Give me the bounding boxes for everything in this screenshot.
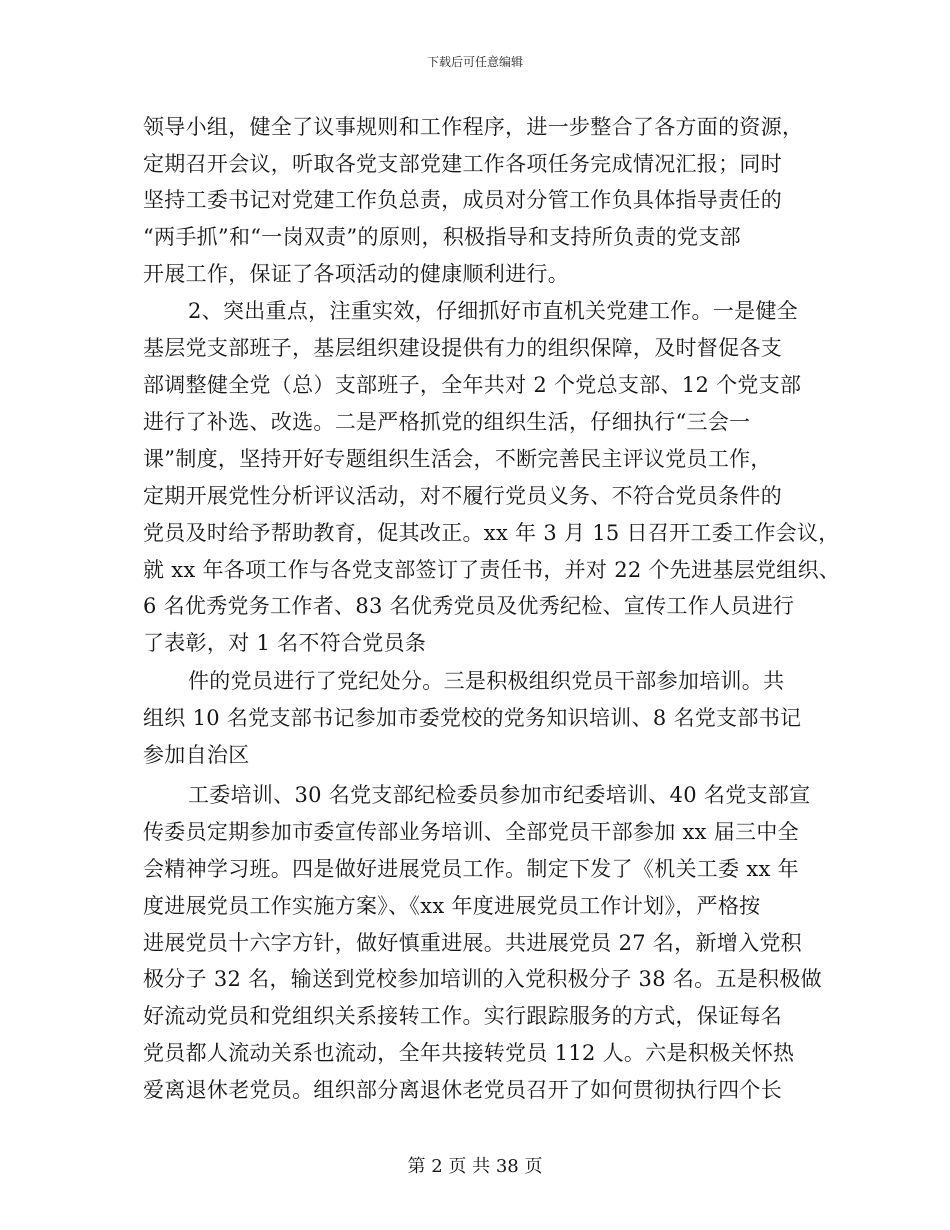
text-line: 极分子 32 名，输送到党校参加培训的入党积极分子 38 名。五是积极做 [143, 967, 822, 991]
text-line: 坚持工委书记对党建工作负总责，成员对分管工作负具体指导责任的 [143, 188, 782, 212]
text-line: 开展工作，保证了各项活动的健康顺利进行。 [143, 262, 569, 286]
page-number-footer: 第 2 页 共 38 页 [407, 1156, 543, 1177]
text-line: 党员都人流动关系也流动，全年共接转党员 112 人。六是积极关怀热 [143, 1041, 795, 1065]
text-line: 基层党支部班子，基层组织建设提供有力的组织保障，及时督促各支 [143, 336, 782, 360]
text-line: 进展党员十六字方针，做好慎重进展。共进展党员 27 名，新增入党积 [143, 931, 802, 955]
text-line: 好流动党员和党组织关系接转工作。实行跟踪服务的方式，保证每名 [143, 1004, 782, 1028]
text-line: 定期召开会议，听取各党支部党建工作各项任务完成情况汇报；同时 [143, 152, 782, 176]
text-line: 定期开展党性分析评议活动，对不履行党员义务、不符合党员条件的 [143, 484, 782, 508]
text-line: 2、突出重点，注重实效，仔细抓好市直机关党建工作。一是健全 [188, 299, 799, 323]
text-line: 了表彰，对 1 名不符合党员条 [143, 631, 427, 655]
text-line: 件的党员进行了党纪处分。三是积极组织党员干部参加培训。共 [188, 669, 785, 693]
text-line: 领导小组，健全了议事规则和工作程序，进一步整合了各方面的资源， [143, 115, 804, 139]
text-line: “两手抓”和“一岗双责”的原则，积极指导和支持所负责的党支部 [143, 225, 741, 249]
text-line: 组织 10 名党支部书记参加市委党校的党务知识培训、8 名党支部书记 [143, 706, 802, 730]
header-note: 下载后可任意编辑 [426, 55, 523, 69]
text-line: 爱离退休老党员。组织部分离退休老党员召开了如何贯彻执行四个长 [143, 1078, 782, 1102]
text-line: 度进展党员工作实施方案》、《xx 年度进展党员工作计划》，严格按 [143, 894, 761, 918]
text-line: 6 名优秀党务工作者、83 名优秀党员及优秀纪检、宣传工作人员进行 [143, 594, 795, 618]
text-line: 会精神学习班。四是做好进展党员工作。制定下发了《机关工委 xx 年 [143, 857, 799, 881]
text-line: 部调整健全党（总）支部班子，全年共对 2 个党总支部、12 个党支部 [143, 373, 802, 397]
text-line: 传委员定期参加市委宣传部业务培训、全部党员干部参加 xx 届三中全 [143, 820, 799, 844]
text-line: 党员及时给予帮助教育，促其改正。xx 年 3 月 15 日召开工委工作会议， [143, 521, 840, 545]
text-line: 课”制度，坚持开好专题组织生活会，不断完善民主评议党员工作， [143, 447, 772, 471]
text-line: 就 xx 年各项工作与各党支部签订了责任书，并对 22 个先进基层党组织、 [143, 558, 841, 582]
text-line: 工委培训、30 名党支部纪检委员参加市纪委培训、40 名党支部宣 [188, 783, 811, 807]
text-line: 进行了补选、改选。二是严格抓党的组织生活，仔细执行“三会一 [143, 410, 751, 434]
text-line: 参加自治区 [143, 743, 250, 767]
